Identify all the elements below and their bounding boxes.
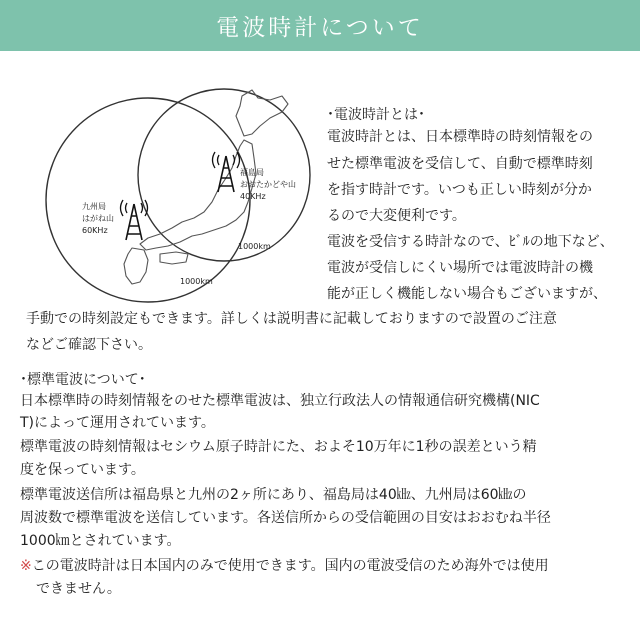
section1-line: 電波時計とは、日本標準時の時刻情報をの [327,129,593,145]
section2-heading: ･標準電波について･ [20,372,146,388]
note-mark: ※ [20,558,32,574]
fukushima-coverage-circle [138,89,310,261]
section2-line: 1000㎞とされています。 [20,533,181,549]
section1-line: せた標準電波を受信して、自動で標準時刻 [327,156,593,172]
section2-line: 度を保っています。 [20,462,145,478]
section2-line: 周波数で標準電波を送信しています。各送信所からの受信範囲の目安はおおむね半径 [20,510,551,526]
page-header [0,0,640,51]
section1-line: 能が正しく機能しない場合もございますが、 [327,286,607,302]
section2-line: 標準電波送信所は福島県と九州の2ヶ所にあり、福島局は40㎑、九州局は60㎑の [20,487,527,503]
section1-line: 電波を受信する時計なので、ﾋﾞﾙの地下など、 [327,234,614,250]
section1-line: 手動での時刻設定もできます。詳しくは説明書に記載しておりますので設置のご注意 [26,311,557,327]
fukushima-range-label: 1000km [238,242,271,251]
section1-heading: ･電波時計とは･ [327,107,425,123]
kyushu-mountain: はがね山 [82,214,114,223]
section1-line: 電波が受信しにくい場所では電波時計の機 [327,260,593,276]
fukushima-station-name: 福島局 [240,168,264,177]
section2-line: 日本標準時の時刻情報をのせた標準電波は、独立行政法人の情報通信研究機構(NIC [20,393,540,409]
section1-line: るので大変便利です。 [327,208,466,224]
section2-line: 標準電波の時刻情報はセシウム原子時計にた、およそ10万年に1秒の誤差という精 [20,439,537,455]
radio-coverage-map [30,78,320,323]
fukushima-mountain: おおたかどや山 [240,180,296,189]
kyushu-coverage-circle [46,98,250,302]
kyushu-station-name: 九州局 [82,202,106,211]
japan-map-illustration [30,78,320,323]
fukushima-frequency: 40KHz [240,192,266,201]
page-title: 電波時計について [216,15,424,41]
section2-line: T)によって運用されています。 [20,415,215,431]
note-text: この電波時計は日本国内のみで使用できます。国内の電波受信のため海外では使用 [31,558,549,574]
kyushu-frequency: 60KHz [82,226,108,235]
section1-line: を指す時計です。いつも正しい時刻が分か [327,182,592,198]
note-line [20,559,549,573]
kyushu-range-label: 1000km [180,277,213,286]
section1-line: などご確認下さい。 [26,337,152,353]
note-line: できません。 [36,581,121,597]
